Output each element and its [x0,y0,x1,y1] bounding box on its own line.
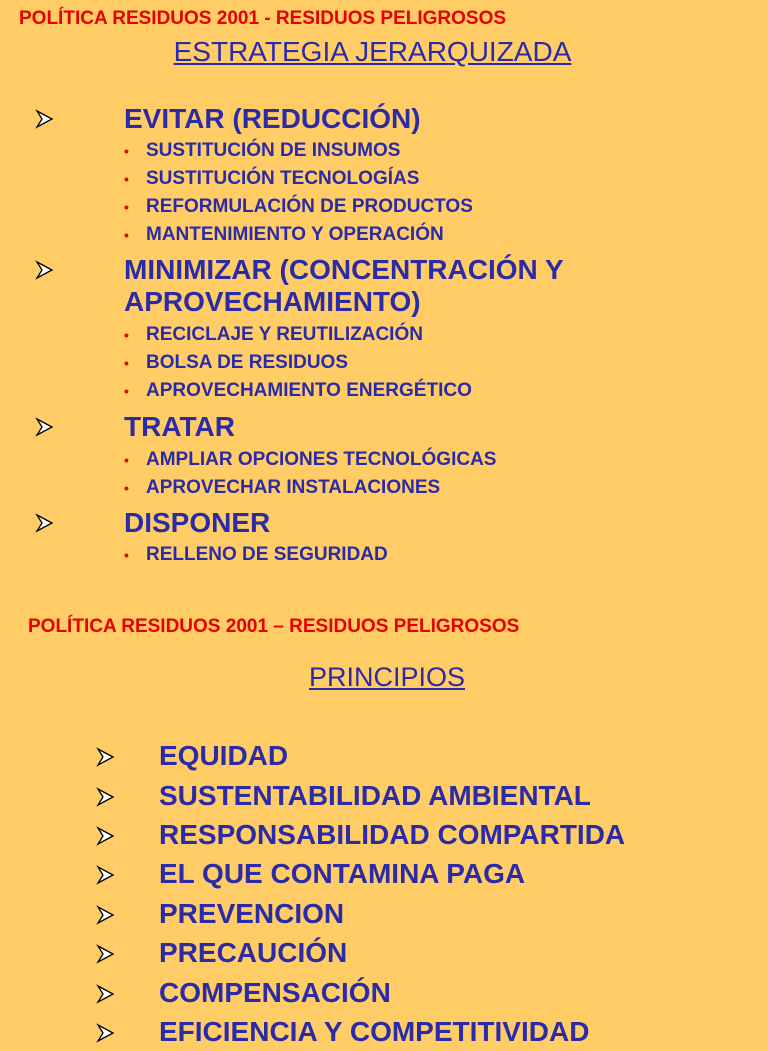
list-item-text: SUSTITUCIÓN DE INSUMOS [146,140,401,161]
section-title-line-2: APROVECHAMIENTO) [124,286,421,317]
list-item-text: APROVECHAR INSTALACIONES [146,477,441,498]
arrow-bullet-icon [95,944,115,964]
list-item-text: RECICLAJE Y REUTILIZACIÓN [146,324,423,345]
list-item [124,449,496,471]
principle-text: RESPONSABILIDAD COMPARTIDA [159,819,626,850]
principle-text: EQUIDAD [159,740,289,771]
slide-subtitle: PRINCIPIOS [308,662,466,692]
principle-item [0,779,768,815]
principle-text: PRECAUCIÓN [159,937,348,968]
list-item-text: APROVECHAMIENTO ENERGÉTICO [146,380,472,401]
section-title: DISPONER [124,507,271,538]
principle-item [0,739,768,775]
arrow-bullet-icon [95,787,115,807]
list-item [124,224,444,246]
slide-subtitle: ESTRATEGIA JERARQUIZADA [173,36,572,67]
arrow-bullet-icon [95,747,115,767]
principle-text: PREVENCION [159,898,345,929]
bullet-dot: • [124,327,129,343]
list-item [124,196,473,218]
arrow-bullet-icon [95,984,115,1004]
bullet-dot: • [124,143,129,159]
principle-text: EFICIENCIA Y COMPETITIVIDAD [159,1016,590,1047]
list-item-text: BOLSA DE RESIDUOS [146,352,348,373]
bullet-dot: • [124,383,129,399]
section-disponer [0,507,768,541]
section-minimizar [0,254,768,320]
bullet-dot: • [124,452,129,468]
slide-principios [0,600,768,1047]
arrow-bullet-icon [34,260,54,280]
slide-header: POLÍTICA RESIDUOS 2001 – RESIDUOS PELIGROSOS [28,616,520,637]
list-item [124,168,419,190]
arrow-bullet-icon [95,905,115,925]
list-item [124,544,388,566]
principle-item [0,818,768,854]
section-tratar [0,411,768,445]
bullet-dot: • [124,171,129,187]
list-item-text: RELLENO DE SEGURIDAD [146,544,388,565]
arrow-bullet-icon [34,109,54,129]
principle-text: SUSTENTABILIDAD AMBIENTAL [159,780,591,811]
arrow-bullet-icon [95,826,115,846]
section-title-line-1: MINIMIZAR (CONCENTRACIÓN Y [124,254,564,285]
list-item-text: SUSTITUCIÓN TECNOLOGÍAS [146,168,420,189]
bullet-dot: • [124,355,129,371]
section-title: EVITAR (REDUCCIÓN) [124,103,421,134]
list-item [124,140,400,162]
list-item-text: REFORMULACIÓN DE PRODUCTOS [146,196,473,217]
principle-text: EL QUE CONTAMINA PAGA [159,858,526,889]
principle-item [0,1015,768,1051]
list-item-text: AMPLIAR OPCIONES TECNOLÓGICAS [146,449,497,470]
bullet-dot: • [124,547,129,563]
bullet-dot: • [124,227,129,243]
section-title: TRATAR [124,411,235,442]
principle-item [0,857,768,893]
list-item [124,352,348,374]
bullet-dot: • [124,199,129,215]
arrow-bullet-icon [34,417,54,437]
arrow-bullet-icon [95,1023,115,1043]
section-evitar [0,103,768,137]
principle-item [0,976,768,1012]
bullet-dot: • [124,480,129,496]
arrow-bullet-icon [95,865,115,885]
principle-item [0,936,768,972]
principle-item [0,897,768,933]
list-item [124,477,440,499]
principle-text: COMPENSACIÓN [159,977,391,1008]
list-item [124,380,472,402]
list-item [124,324,423,346]
slide-header: POLÍTICA RESIDUOS 2001 - RESIDUOS PELIGROSOS [19,8,507,29]
arrow-bullet-icon [34,513,54,533]
list-item-text: MANTENIMIENTO Y OPERACIÓN [146,224,444,245]
